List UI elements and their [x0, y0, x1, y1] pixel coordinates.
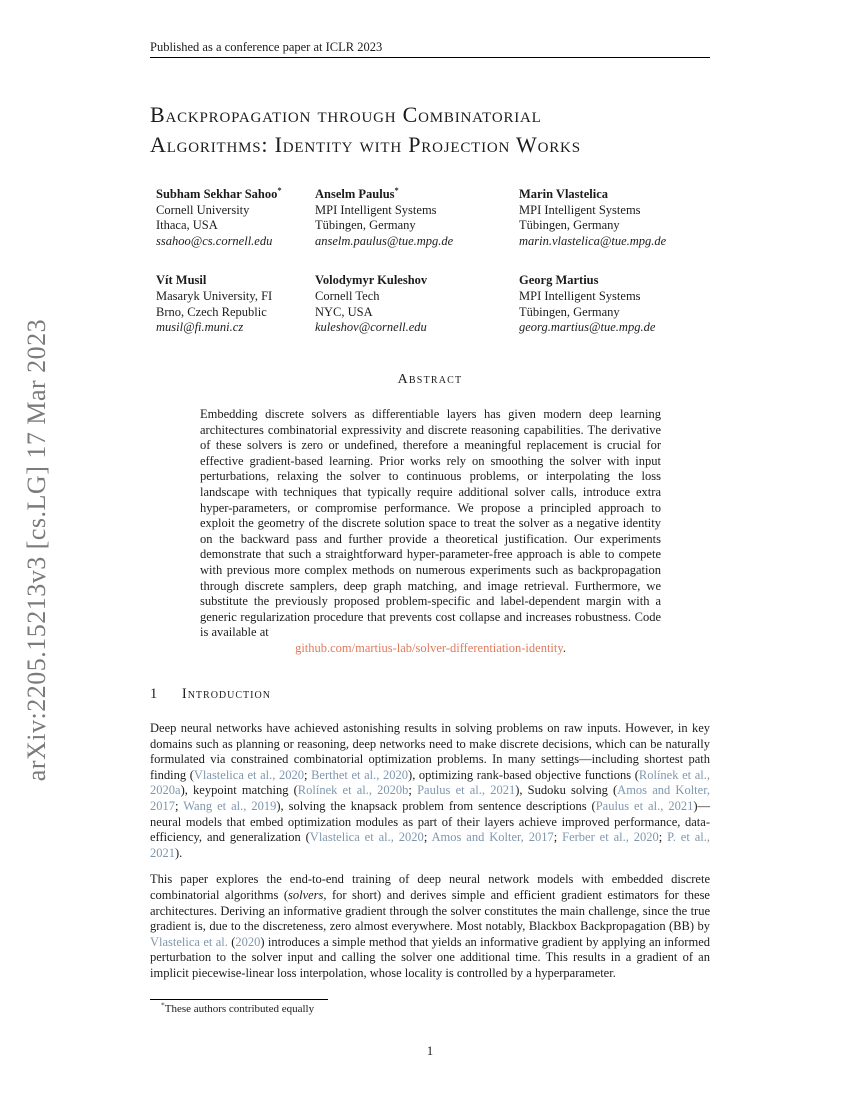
citation-link[interactable]: Rolínek et al., 2020b — [297, 783, 409, 798]
intro-paragraph-1 — [150, 721, 710, 861]
author-affiliation-2: Brno, Czech Republic — [156, 304, 267, 319]
text-run: solvers — [288, 887, 324, 902]
code-link[interactable]: github.com/martius-lab/solver-differentiation-identity — [295, 640, 563, 655]
section-number: 1 — [150, 686, 158, 702]
author-name: Volodymyr Kuleshov — [315, 273, 428, 288]
author-affiliation-1: MPI Intelligent Systems — [519, 202, 641, 217]
text-run: ). — [175, 845, 183, 860]
author-name: Anselm Paulus* — [315, 184, 399, 201]
abstract-body: Embedding discrete solvers as differentiable layers has given modern deep learning architectures combinatorial expressivity and discrete reasoning capabilities. The derivative of these solvers is zero or undefined, therefore a meaningful replacement is crucial for effective gradient-based learning. Prior works rely on smoothing the solver with input perturbations, relaxing the solver to continuous problems, or interpolating the loss landscape with techniques that typically require additional solver calls, introduce extra hyper-parameters, or compromise performance. We propose a principled approach to exploit the geometry of the discrete solution space to treat the solver as a negative identity on the backward pass and further provide a theoretical justification. Our experiments demonstrate that such a straightforward hyper-parameter-free approach is able to compete with previous more complex methods on numerous experiments such as backpropagation through discrete samplers, deep graph matching, and image retrieval. Furthermore, we substitute the previously proposed problem-specific and label-dependent margin with a generic regularization procedure that prevents cost collapse and increases robustness. Code is available at — [200, 407, 661, 640]
section-title: Introduction — [181, 686, 271, 702]
citation-link[interactable]: Vlastelica et al., 2020 — [309, 830, 424, 845]
text-run: ( — [227, 934, 236, 949]
author-name: Subham Sekhar Sahoo* — [156, 184, 282, 201]
footnote-marker: * — [161, 1000, 165, 1010]
author-affiliation-1: Cornell Tech — [315, 288, 380, 303]
citation-link[interactable]: 2020 — [235, 934, 261, 949]
author-email: kuleshov@cornell.edu — [315, 320, 427, 335]
text-run: ), solving the knapsack problem from sentence descriptions ( — [276, 798, 596, 813]
author-affiliation-1: MPI Intelligent Systems — [315, 202, 437, 217]
author-affiliation-1: MPI Intelligent Systems — [519, 288, 641, 303]
footnote-text: These authors contributed equally — [164, 1003, 315, 1015]
text-run: ; — [658, 830, 668, 845]
author-block — [156, 273, 315, 335]
text-run: ; — [553, 830, 563, 845]
citation-link[interactable]: Ferber et al., 2020 — [562, 830, 659, 845]
author-email: ssahoo@cs.cornell.edu — [156, 233, 273, 248]
author-affiliation-2: Tübingen, Germany — [519, 218, 620, 233]
author-affiliation-1: Masaryk University, FI — [156, 288, 273, 303]
author-affiliation-2: Ithaca, USA — [156, 218, 218, 233]
author-email: marin.vlastelica@tue.mpg.de — [519, 233, 667, 248]
abstract-link-line — [200, 641, 661, 657]
author-affiliation-2: NYC, USA — [315, 304, 373, 319]
author-mark: * — [277, 184, 282, 195]
citation-link[interactable]: Rolínek et al., 2020a — [150, 767, 710, 798]
text-run: ; — [408, 783, 418, 798]
author-mark: * — [394, 184, 399, 195]
text-run: ), keypoint matching ( — [180, 783, 298, 798]
title-line-2: Algorithms: Identity with Projection Works — [150, 132, 581, 157]
text-run: ; — [175, 798, 184, 813]
author-block — [315, 273, 519, 335]
text-run: ), Sudoku solving ( — [515, 783, 618, 798]
author-affiliation-2: Tübingen, Germany — [315, 218, 416, 233]
author-block — [519, 273, 714, 335]
author-name: Vít Musil — [156, 273, 207, 288]
published-note: Published as a conference paper at ICLR 2023 — [150, 40, 383, 54]
text-run: Deep neural networks have achieved astonishing results in solving problems on raw inputs. However, in key domains such as planning or reasoning, deep networks need to make discrete decisions, which can be naturally formulated via constrained combinatorial optimization problems. In many settings—including shortest path finding ( — [150, 721, 710, 782]
link-suffix: . — [562, 640, 566, 655]
author-affiliation-1: Cornell University — [156, 202, 250, 217]
footnote-rule — [150, 999, 328, 1000]
citation-link[interactable]: Berthet et al., 2020 — [311, 767, 409, 782]
citation-link[interactable]: Vlastelica et al. — [150, 934, 228, 949]
abstract-block — [200, 407, 661, 657]
text-run: This paper explores the end-to-end training of deep neural network models with embedded discrete combinatorial algorithms ( — [150, 872, 710, 902]
text-run: ), optimizing rank-based objective functions ( — [408, 767, 639, 782]
title-line-1: Backpropagation through Combinatorial — [150, 102, 542, 127]
author-affiliation-2: Tübingen, Germany — [519, 304, 620, 319]
author-block — [315, 184, 519, 249]
introduction-body — [150, 721, 710, 982]
section-heading — [150, 686, 271, 703]
text-run: , for short) and derives simple and efficient gradient estimators for these architectures. Deriving an informative gradient through the solver constitutes the main challenge, since the true gradient is, due to the discreteness, zero almost everywhere. Most notably, Blackbox Backpropagation (BB) by — [150, 887, 710, 934]
arxiv-watermark: arXiv:2205.15213v3 [cs.LG] 17 Mar 2023 — [22, 318, 51, 782]
text-run: ; — [423, 830, 432, 845]
footnote — [150, 1000, 710, 1015]
page-number: 1 — [426, 1044, 434, 1058]
author-block — [519, 187, 714, 249]
citation-link[interactable]: Amos and Kolter, 2017 — [150, 783, 710, 813]
citation-link[interactable]: Vlastelica et al., 2020 — [193, 767, 304, 782]
authors-grid — [156, 184, 714, 336]
citation-link[interactable]: Amos and Kolter, 2017 — [431, 830, 554, 845]
author-name: Marin Vlastelica — [519, 187, 608, 201]
author-email: anselm.paulus@tue.mpg.de — [315, 233, 454, 248]
text-run: ; — [304, 767, 312, 782]
text-run: ) introduces a simple method that yields an informative gradient by applying an informed perturbation to the solver input and calling the solver one additional time. This results in a gradient of an implicit piecewise-linear loss interpolation, whose locality is controlled by a hyperparameter. — [150, 934, 710, 980]
text-run: )—neural models that embed optimization modules as part of their layers achieve improved performance, data-efficiency, and generalization ( — [150, 798, 710, 845]
abstract-heading: Abstract — [397, 372, 463, 387]
citation-link[interactable]: Wang et al., 2019 — [183, 798, 277, 813]
intro-paragraph-2 — [150, 872, 710, 981]
citation-link[interactable]: Paulus et al., 2021 — [595, 798, 694, 813]
author-email: georg.martius@tue.mpg.de — [519, 320, 656, 335]
author-email: musil@fi.muni.cz — [156, 320, 244, 335]
citation-link[interactable]: Paulus et al., 2021 — [417, 783, 516, 798]
header-rule — [150, 57, 710, 58]
paper-title — [150, 100, 730, 160]
author-block — [156, 184, 315, 249]
citation-link[interactable]: P. et al., 2021 — [150, 830, 710, 860]
author-name: Georg Martius — [519, 273, 599, 288]
